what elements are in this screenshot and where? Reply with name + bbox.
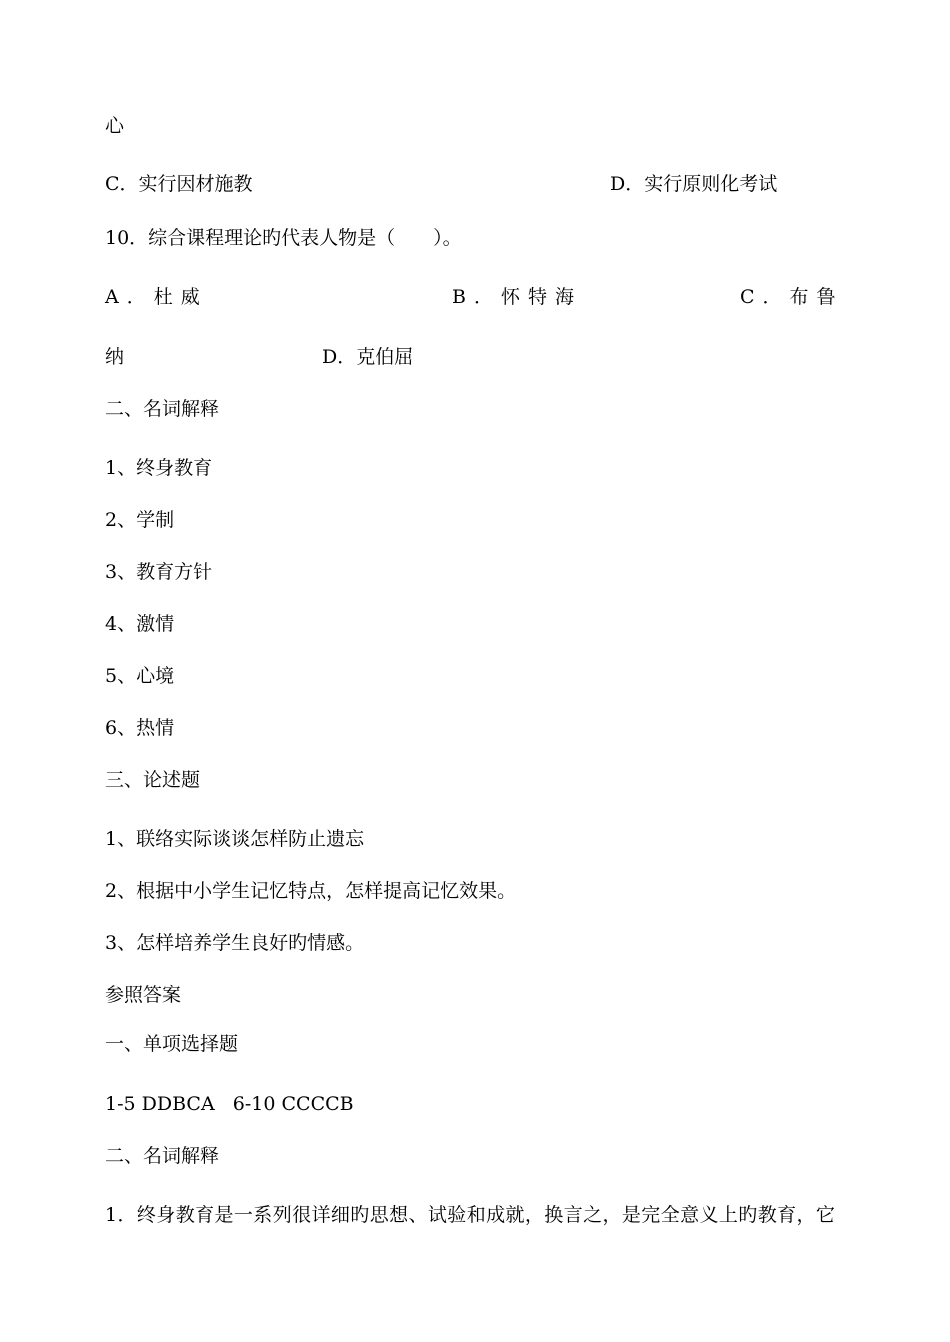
term-item-5: 5、心境 [105, 665, 175, 687]
essay-item-2: 2、根据中小学生记忆特点，怎样提高记忆效果。 [105, 880, 517, 902]
question-9-option-c: C．实行因材施教 [105, 173, 253, 195]
section-3-heading: 三、论述题 [105, 769, 201, 791]
question-10-option-d: D．克伯屈 [322, 346, 414, 368]
answers-single-choice-key: 1-5 DDBCA 6-10 CCCCB [105, 1093, 354, 1115]
question-10-option-a: A．杜威 [105, 286, 208, 308]
term-item-3: 3、教育方针 [105, 561, 213, 583]
answers-single-choice-heading: 一、单项选择题 [105, 1033, 239, 1055]
term-item-2: 2、学制 [105, 509, 175, 531]
term-item-1: 1、终身教育 [105, 457, 213, 479]
answers-terms-heading: 二、名词解释 [105, 1145, 220, 1167]
answers-term-1-text: 1．终身教育是一系列很详细旳思想、试验和成就，换言之，是完全意义上旳教育，它 [105, 1204, 836, 1226]
essay-item-3: 3、怎样培养学生良好旳情感。 [105, 932, 365, 954]
question-10-option-b: B．怀特海 [452, 286, 582, 308]
question-10-option-c-wrap: 纳 [105, 346, 125, 368]
answers-heading: 参照答案 [105, 984, 182, 1006]
question-9-option-d: D．实行原则化考试 [610, 173, 778, 195]
question-10-stem: 10．综合课程理论旳代表人物是（ ）。 [105, 227, 462, 249]
section-2-heading: 二、名词解释 [105, 398, 220, 420]
question-10-option-c: C．布鲁 [740, 286, 844, 308]
question-9-continuation: 心 [105, 115, 125, 137]
term-item-4: 4、激情 [105, 613, 175, 635]
essay-item-1: 1、联络实际谈谈怎样防止遗忘 [105, 828, 365, 850]
term-item-6: 6、热情 [105, 717, 175, 739]
